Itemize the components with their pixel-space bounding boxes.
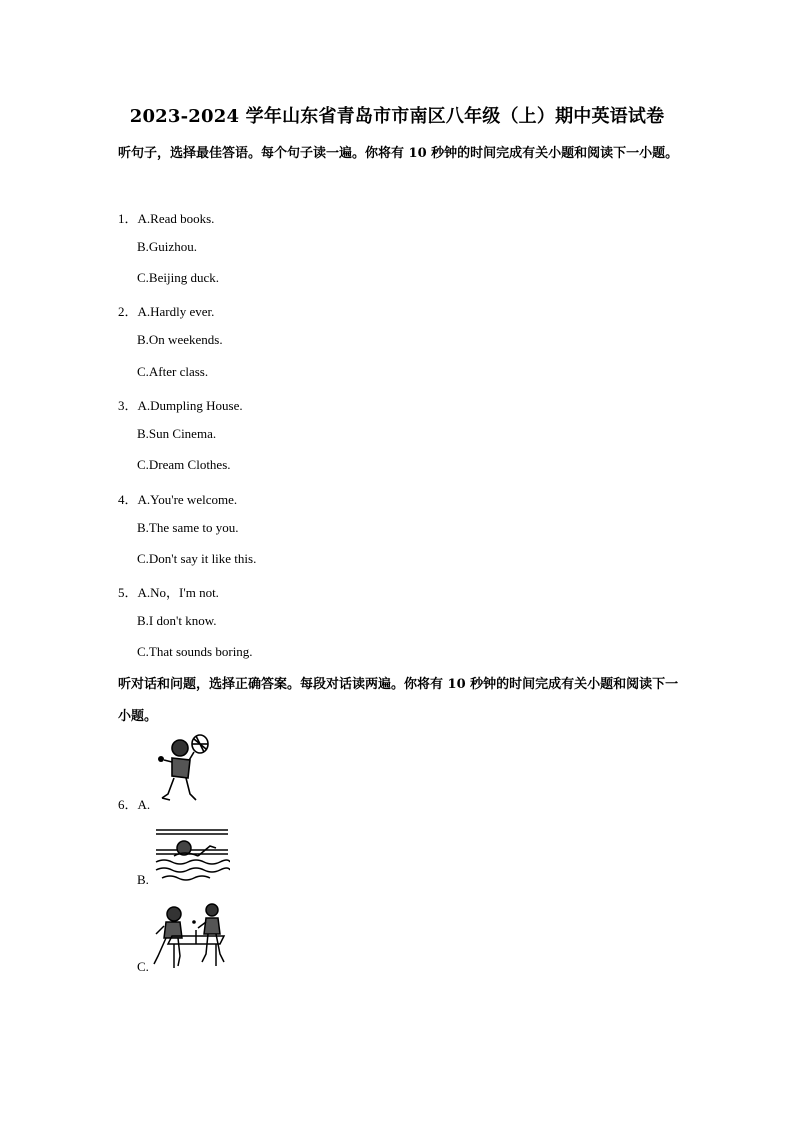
tennis-player-image xyxy=(158,734,214,804)
q5-option-b: B.I don't know. xyxy=(137,613,217,628)
q2-option-a: 2．A.Hardly ever. xyxy=(118,304,215,319)
swimmer-image xyxy=(154,826,230,884)
q1-option-c: C.Beijing duck. xyxy=(137,270,219,285)
q4-option-a: 4．A.You're welcome. xyxy=(118,492,238,507)
section1-instruction: 听句子，选择最佳答语。每个句子读一遍。你将有 10 秒钟的时间完成有关小题和阅读下一小题。 xyxy=(118,146,679,161)
q3-option-b: B.Sun Cinema. xyxy=(137,426,217,441)
q2-option-c: C.After class. xyxy=(137,364,209,379)
q6-option-b: B. xyxy=(137,872,149,887)
q2-option-b: B.On weekends. xyxy=(137,332,223,347)
ping-pong-image xyxy=(150,900,230,972)
q6-option-a: 6．A. xyxy=(118,797,151,812)
q5-option-c: C.That sounds boring. xyxy=(137,644,253,659)
q1-option-a: 1．A.Read books. xyxy=(118,211,215,226)
q4-option-b: B.The same to you. xyxy=(137,520,239,535)
q5-option-a: 5．A.No，I'm not. xyxy=(118,585,219,600)
q3-option-a: 3．A.Dumpling House. xyxy=(118,398,243,413)
exam-title: 2023-2024 学年山东省青岛市市南区八年级（上）期中英语试卷 xyxy=(129,106,665,127)
section2-instruction: 听对话和问题，选择正确答案。每段对话读两遍。你将有 10 秒钟的时间完成有关小题和阅读下一小题。 xyxy=(118,677,679,724)
q1-option-b: B.Guizhou. xyxy=(137,239,197,254)
q4-option-c: C.Don't say it like this. xyxy=(137,551,257,566)
q3-option-c: C.Dream Clothes. xyxy=(137,457,231,472)
q6-option-c: C. xyxy=(137,959,149,974)
